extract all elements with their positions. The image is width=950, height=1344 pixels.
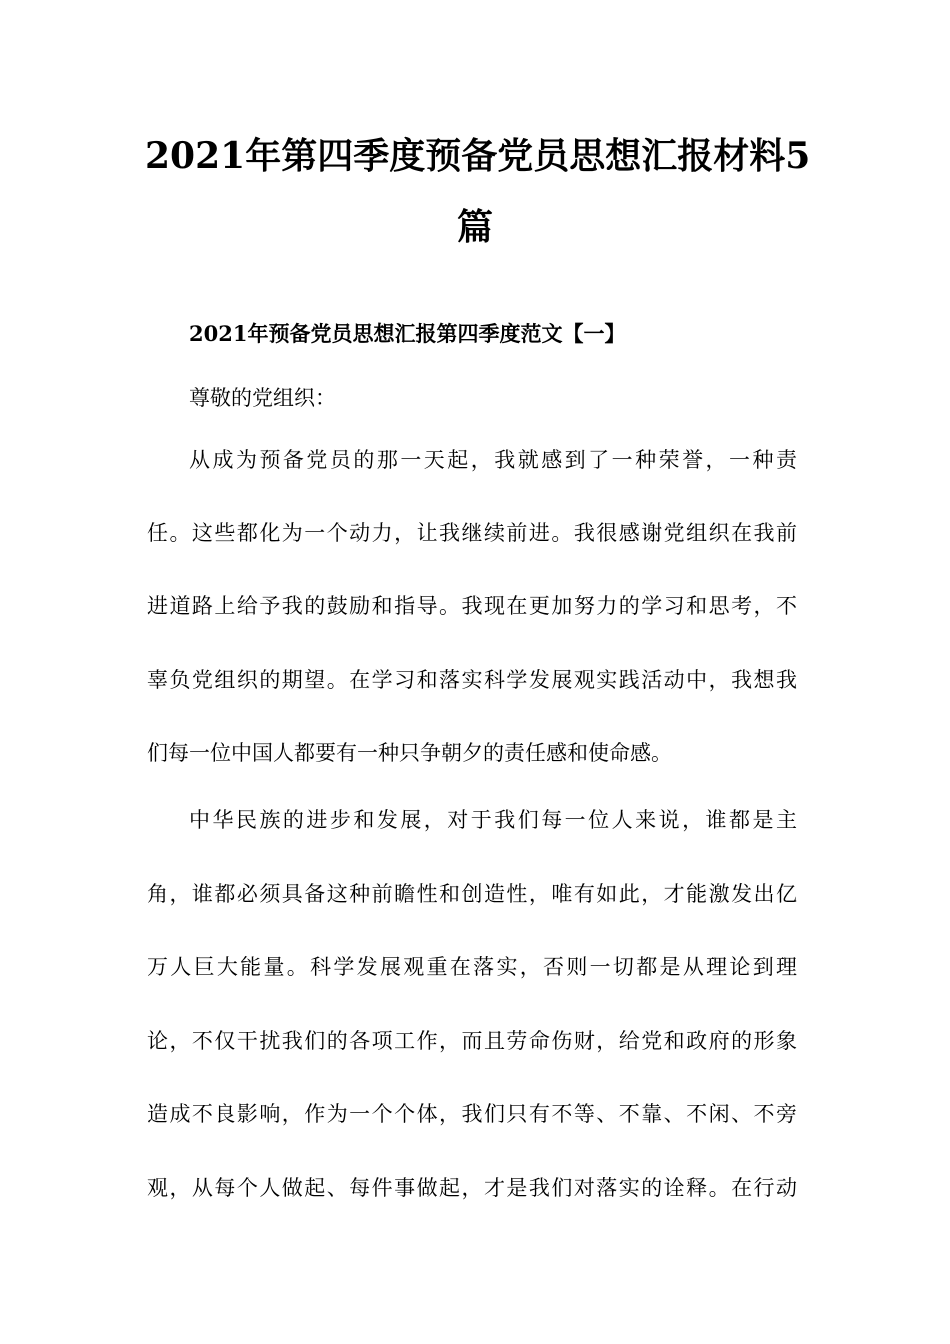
paragraph-2-line-1: 中华民族的进步和发展，对于我们每一位人来说，谁都是主 [189,808,797,832]
paragraph-2-line-6: 观，从每个人做起、每件事做起，才是我们对落实的诠释。在行动 [147,1176,797,1200]
paragraph-1-line-1: 从成为预备党员的那一天起，我就感到了一种荣誉，一种责 [189,448,797,472]
paragraph-2-line-5: 造成不良影响，作为一个个体，我们只有不等、不靠、不闲、不旁 [147,1102,797,1126]
section-heading: 2021年预备党员思想汇报第四季度范文【一】 [189,321,626,346]
paragraph-2-line-3: 万人巨大能量。科学发展观重在落实，否则一切都是从理论到理 [147,955,797,979]
document-title-line-1: 2021年第四季度预备党员思想汇报材料5 [145,135,811,177]
paragraph-1-line-3: 进道路上给予我的鼓励和指导。我现在更加努力的学习和思考，不 [147,594,797,618]
paragraph-2-line-2: 角，谁都必须具备这种前瞻性和创造性，唯有如此，才能激发出亿 [147,882,797,906]
paragraph-1-line-2: 任。这些都化为一个动力，让我继续前进。我很感谢党组织在我前 [147,521,797,545]
paragraph-1-line-4: 辜负党组织的期望。在学习和落实科学发展观实践活动中，我想我 [147,668,797,692]
document-title-line-2: 篇 [456,206,493,248]
paragraph-1-line-5: 们每一位中国人都要有一种只争朝夕的责任感和使命感。 [147,741,672,765]
paragraph-2-line-4: 论，不仅干扰我们的各项工作，而且劳命伤财，给党和政府的形象 [147,1029,797,1053]
salutation: 尊敬的党组织： [189,386,336,410]
